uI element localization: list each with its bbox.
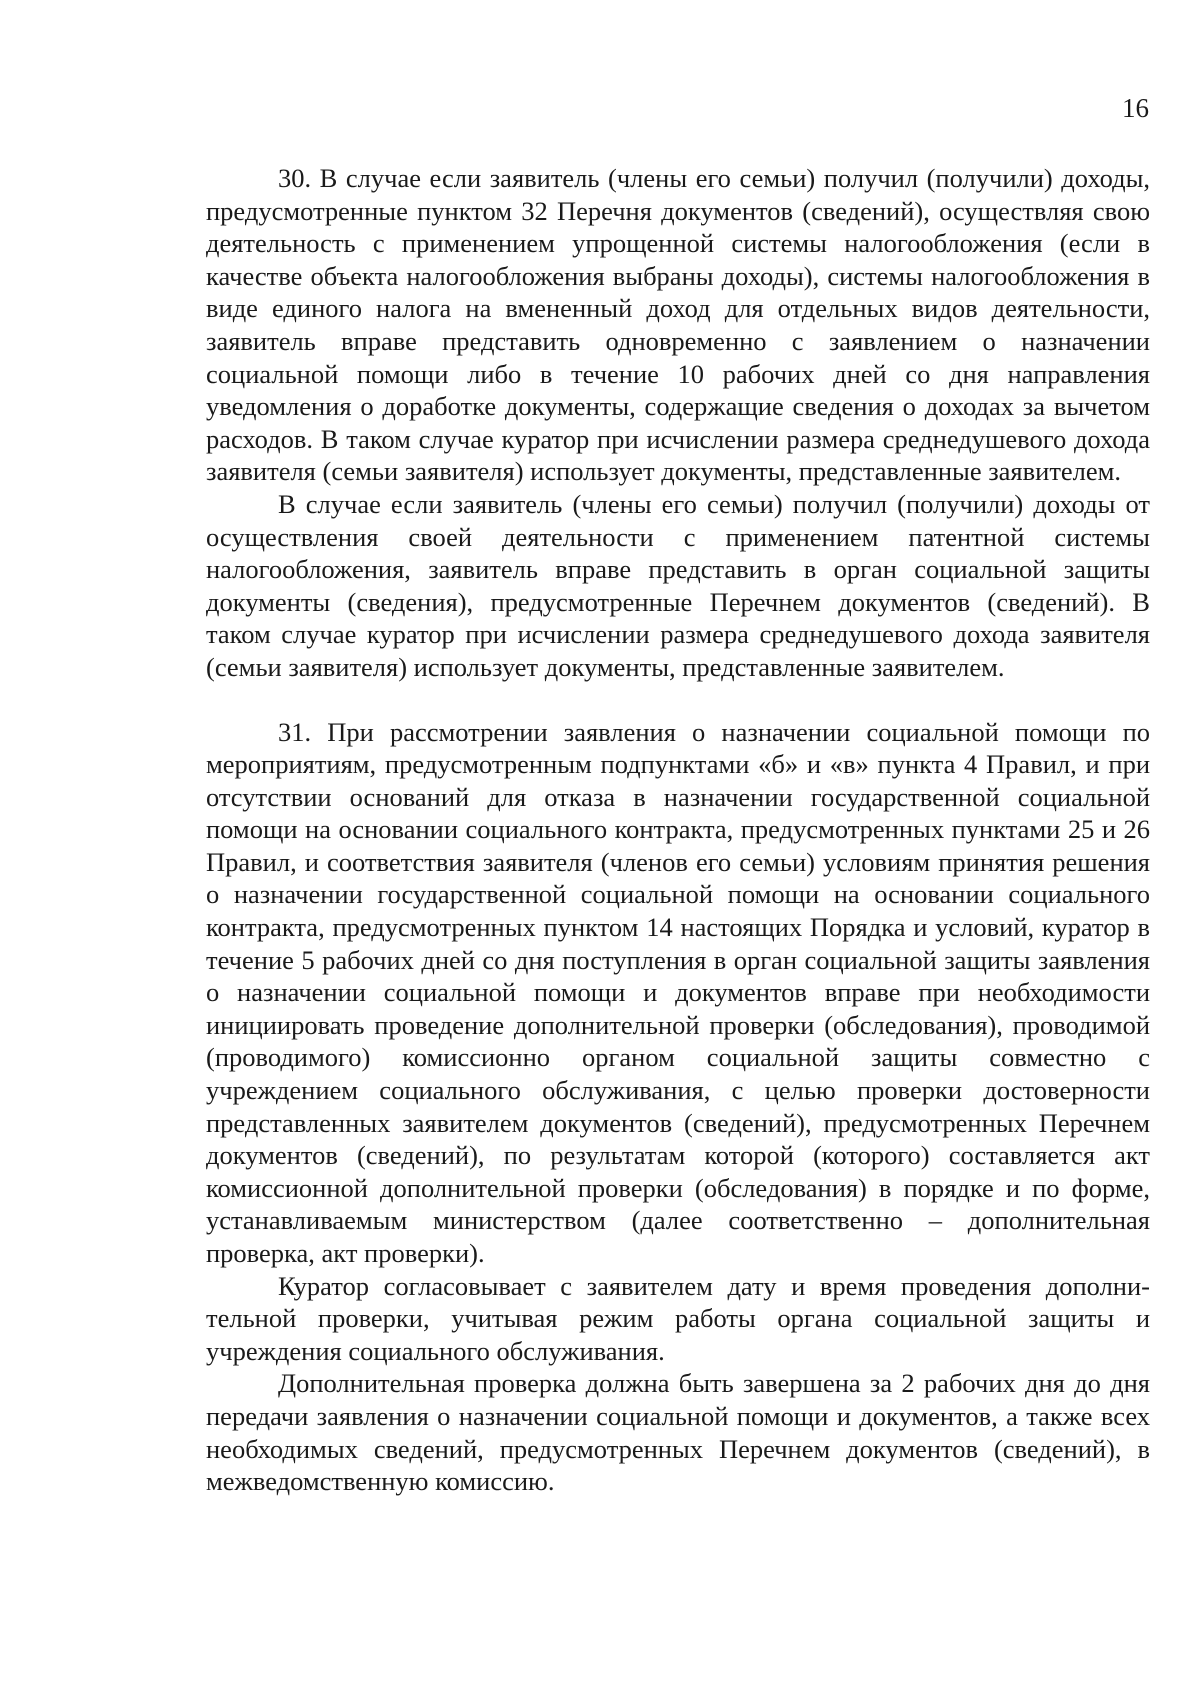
page-number: 16: [1122, 93, 1149, 123]
paragraph-30: 30. В случае если заявитель (члены его семьи) получил (получили) доходы, предусмотренные пунктом 32 Перечня документов (сведений), осуществляя свою деятельность с применением упрощенной системы налогообложения (если в качестве объекта налогообложения выбраны доходы), системы налогообложения в виде единого налога на вмененный доход для отдельных видов деятельности, заявитель вправе представить одновременно с заявлением о назначении социальной помощи либо в течение 10 рабочих дней со дня направления уведомления о доработке документы, содержащие сведения о доходах за вычетом расходов. В таком случае куратор при исчислении размера среднедушевого дохода заявителя (семьи заявителя) использует документы, представленные заявителем.: [206, 163, 1150, 487]
paragraph-gap: [206, 684, 1150, 716]
paragraph-31-deadline: Дополнительная проверка должна быть завершена за 2 рабочих дня до дня передачи заявления о назначении социальной помощи и документов, а также всех необходимых сведений, предусмотренных Перечнем документов (сведений), в межведомственную комиссию.: [206, 1368, 1150, 1497]
paragraph-30-patent: В случае если заявитель (члены его семьи) получил (получили) доходы от осуществления своей деятельности с применением патентной системы налогообложения, заявитель вправе представить в орган социальной защиты документы (сведения), предусмотренные Перечнем документов (сведений). В таком случае куратор при исчислении размера среднедушевого дохода заявителя (семьи заявителя) использует документы, представленные заявителем.: [206, 488, 1150, 682]
paragraph-31-curator: Куратор согласовывает с заявителем дату и время проведения дополнительной проверки, учитывая режим работы органа социальной защиты и учреждения социального обслуживания.: [206, 1270, 1150, 1366]
paragraph-31: 31. При рассмотрении заявления о назначении социальной помощи по мероприятиям, предусмотренным подпунктами «б» и «в» пункта 4 Правил, и при отсутствии оснований для отказа в назначении государственной социальной помощи на основании социального контракта, предусмотренных пунктами 25 и 26 Правил, и соответствия заявителя (членов его семьи) условиям принятия решения о назначении государственной социальной помощи на основании социального контракта, предусмотренных пунктом 14 настоящих Порядка и условий, куратор в течение 5 рабочих дней со дня поступления в орган социальной защиты заявления о назначении социальной помощи и документов вправе при необходимости инициировать проведение дополнительной проверки (обследования), проводимой (проводимого) комиссионно органом социальной защиты совместно с учреждением социального обслуживания, с целью проверки достоверности представленных заявителем документов (сведений), предусмотренных Перечнем документов (сведений), по результатам которой (которого) составляется акт комиссионной дополнительной проверки (обследования) в порядке и по форме, устанавливаемым министерством (далее соответственно – дополнительная проверка, акт проверки).: [206, 716, 1150, 1268]
document-body: [206, 162, 1150, 1498]
